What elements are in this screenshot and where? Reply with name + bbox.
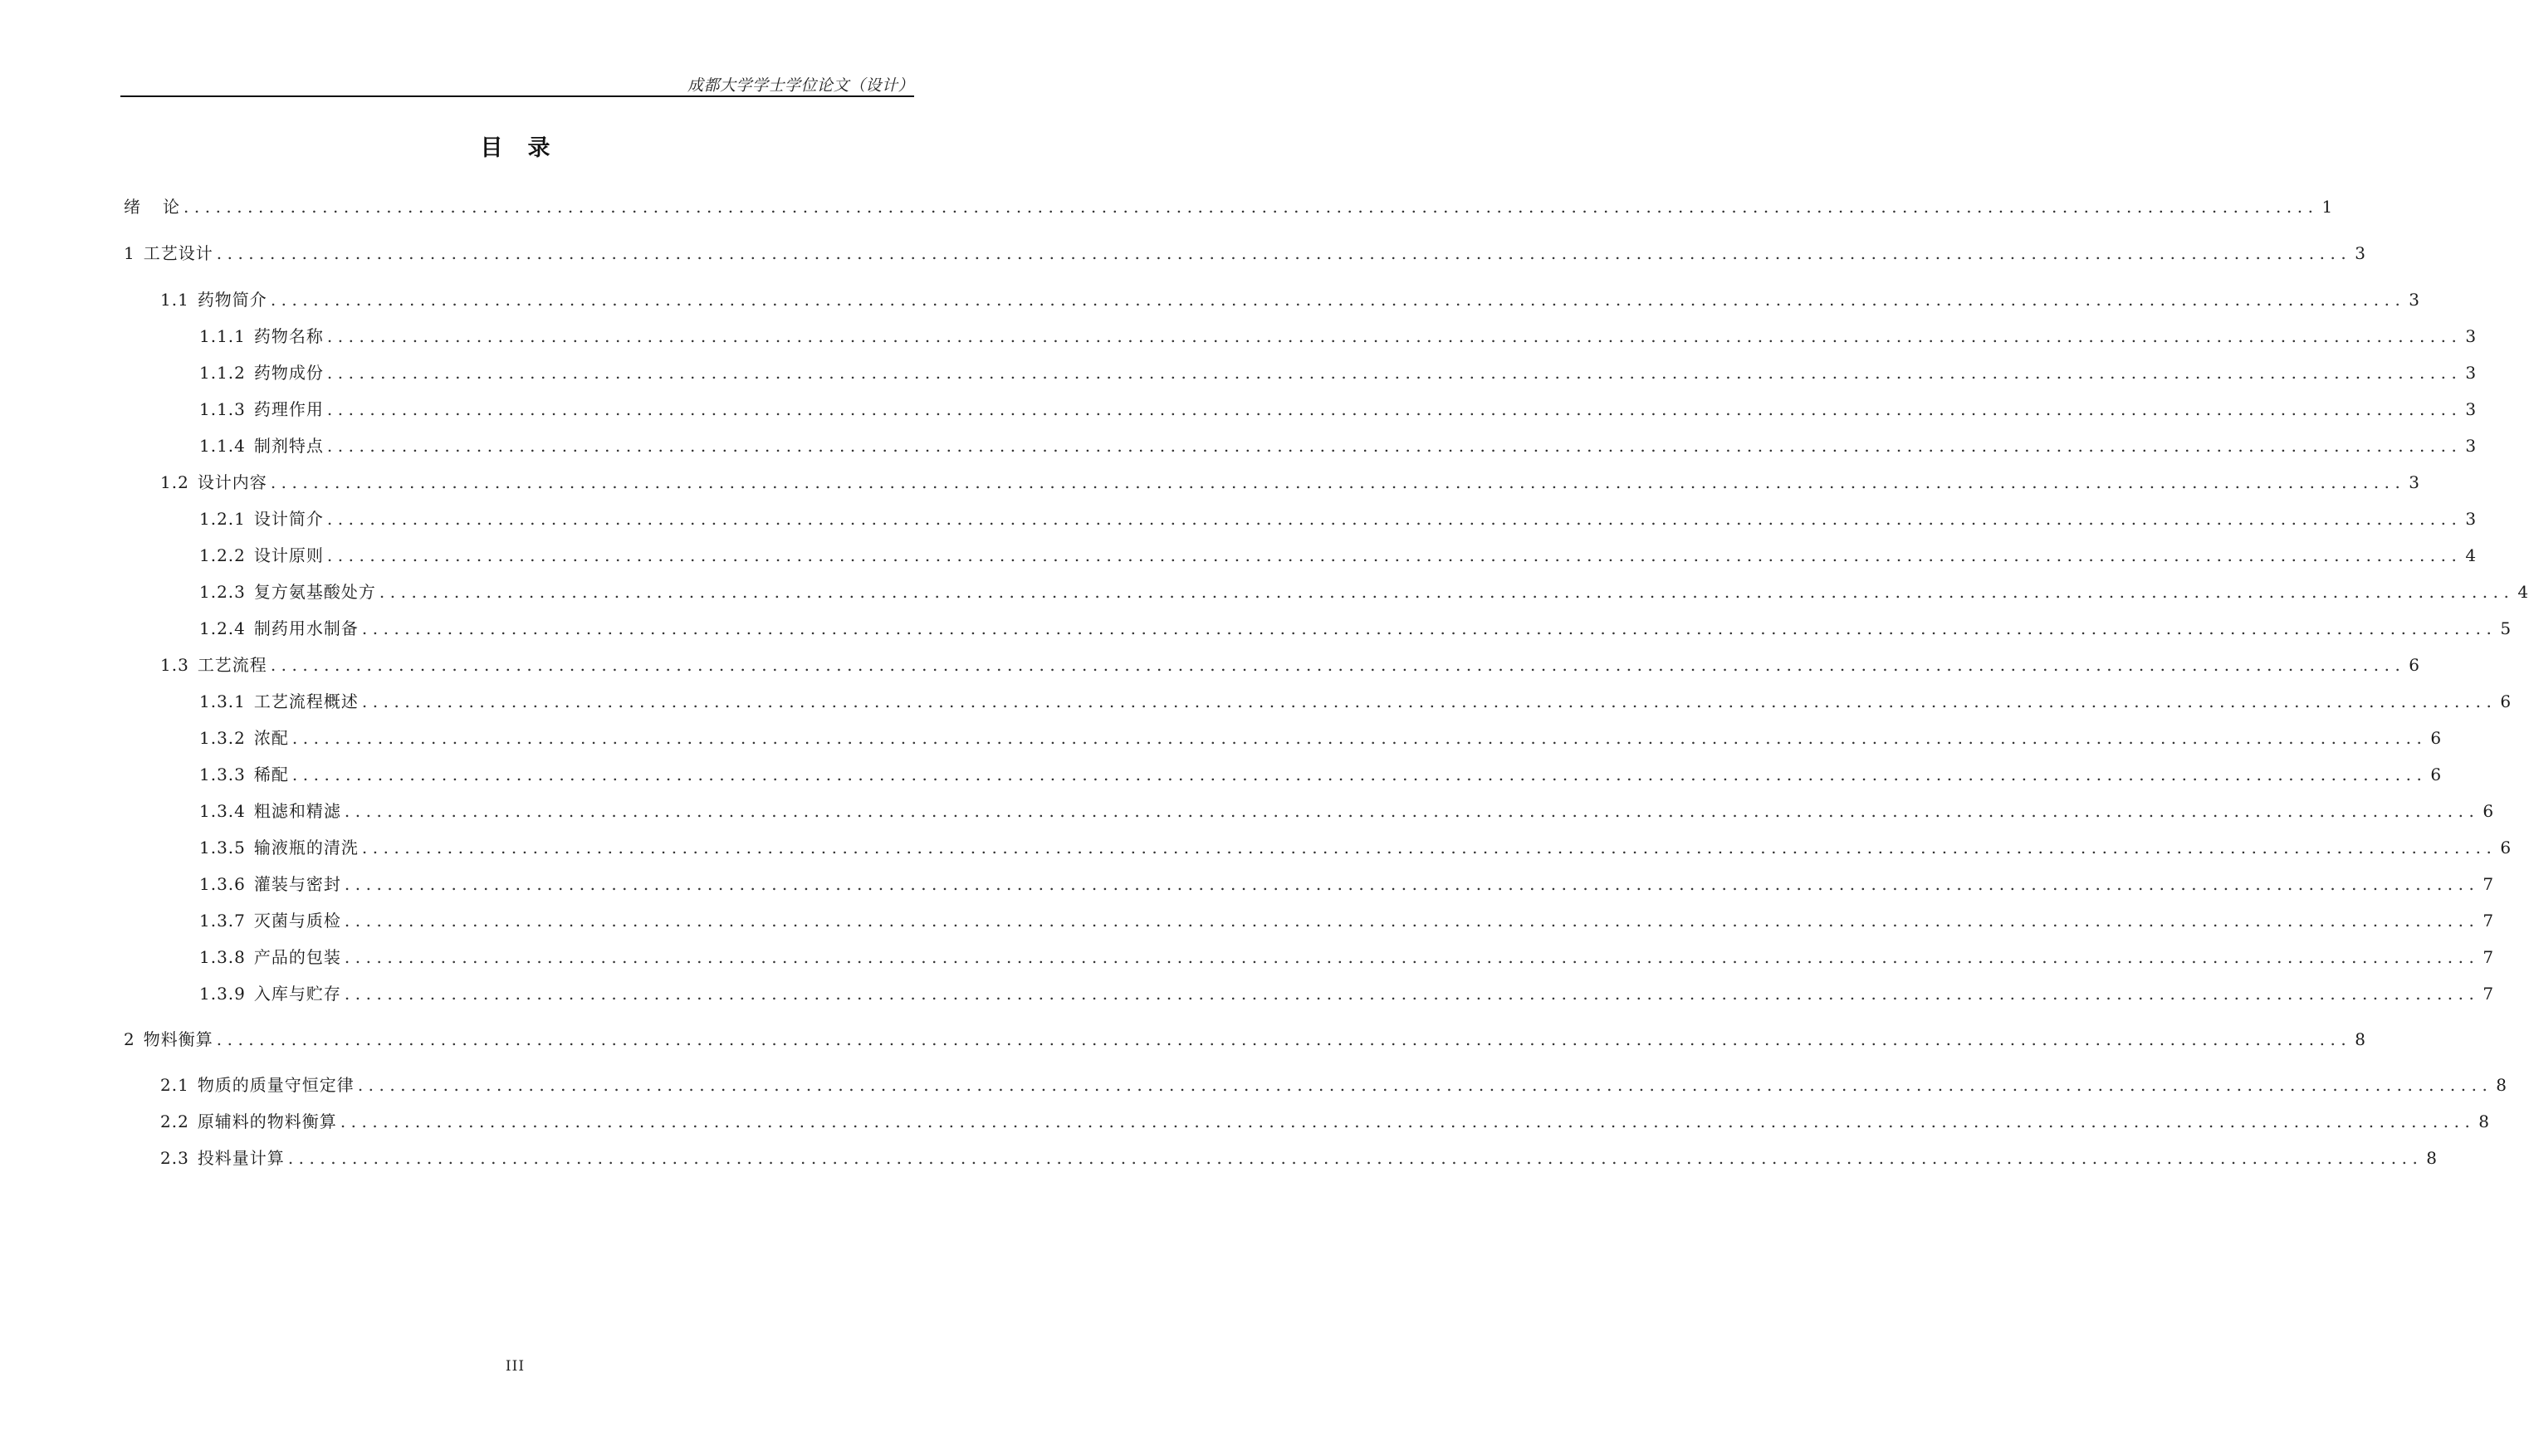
toc-leader-dots: ........................................................................................................................................................................................................ xyxy=(326,545,2463,565)
toc-entry-number: 1.1.1 xyxy=(199,326,246,346)
toc-entry-title: 原辅料的物料衡算 xyxy=(197,1112,337,1131)
toc-leader-dots: ........................................................................................................................................................................................................ xyxy=(291,728,2428,748)
toc-leader-dots: ........................................................................................................................................................................................................ xyxy=(344,874,2480,894)
toc-entry-title: 药物简介 xyxy=(197,290,267,310)
toc-entry[interactable] xyxy=(0,194,2334,219)
toc-entry[interactable] xyxy=(0,1027,2366,1052)
toc-entry-title: 复方氨基酸处方 xyxy=(253,582,376,602)
toc-entry[interactable] xyxy=(0,360,2478,385)
toc-entry-title: 制药用水制备 xyxy=(253,618,359,638)
toc-entry-label xyxy=(124,241,213,266)
toc-leader-dots: ........................................................................................................................................................................................................ xyxy=(326,399,2463,419)
toc-entry-page: 6 xyxy=(2500,838,2512,857)
toc-entry-page: 7 xyxy=(2483,874,2495,894)
page-number: III xyxy=(505,1358,526,1375)
toc-leader-dots: ........................................................................................................................................................................................................ xyxy=(326,326,2463,346)
toc-entry-page: 3 xyxy=(2465,436,2478,456)
toc-entry-title: 物质的质量守恒定律 xyxy=(197,1075,355,1095)
toc-entry-number: 2.2 xyxy=(160,1112,189,1131)
toc-entry-title: 输液瓶的清洗 xyxy=(253,838,359,857)
toc-leader-dots: ........................................................................................................................................................................................................ xyxy=(357,1075,2493,1095)
toc-entry[interactable] xyxy=(0,397,2478,422)
toc-entry-label xyxy=(199,762,289,787)
toc-entry-page: 7 xyxy=(2483,984,2495,1004)
toc-title-char-2: 录 xyxy=(527,135,550,161)
toc-leader-dots: ........................................................................................................................................................................................................ xyxy=(270,290,2406,310)
toc-entry-label xyxy=(160,652,267,677)
toc-entry-number: 1.3.9 xyxy=(199,984,246,1004)
toc-entry[interactable] xyxy=(0,324,2478,349)
toc-entry-number: 1.2 xyxy=(160,472,189,492)
toc-leader-dots: ........................................................................................................................................................................................................ xyxy=(326,436,2463,456)
toc-entry-page: 4 xyxy=(2465,545,2478,565)
toc-entry-title: 浓配 xyxy=(253,728,289,748)
toc-leader-dots: ........................................................................................................................................................................................................ xyxy=(344,947,2480,967)
header-rule xyxy=(120,95,914,97)
toc-leader-dots: ........................................................................................................................................................................................................ xyxy=(344,911,2480,931)
toc-entry-label xyxy=(160,287,267,312)
toc-entry-number: 1.2.4 xyxy=(199,618,246,638)
toc-leader-dots: ........................................................................................................................................................................................................ xyxy=(361,838,2497,857)
toc-entry[interactable] xyxy=(0,543,2478,568)
toc-entry-title: 论 xyxy=(163,197,180,217)
toc-entry-page: 6 xyxy=(2430,765,2443,784)
toc-entry-page: 6 xyxy=(2409,655,2421,675)
toc-entry-label xyxy=(199,433,324,458)
toc-leader-dots: ........................................................................................................................................................................................................ xyxy=(344,984,2480,1004)
toc-entry-number: 1.3.2 xyxy=(199,728,246,748)
toc-entry-number: 2 xyxy=(124,1029,135,1049)
toc-title xyxy=(0,129,1030,162)
toc-entry-page: 6 xyxy=(2483,801,2495,821)
toc-entry-label xyxy=(199,835,359,860)
toc-entry-title: 物料衡算 xyxy=(143,1029,213,1049)
toc-entry[interactable] xyxy=(0,945,2495,970)
toc-entry-page: 7 xyxy=(2483,947,2495,967)
toc-entry[interactable] xyxy=(0,470,2421,495)
toc-entry-label xyxy=(199,799,341,823)
toc-entry-number: 1 xyxy=(124,243,135,263)
toc-entry-page: 8 xyxy=(2426,1148,2439,1168)
toc-entry-page: 6 xyxy=(2500,691,2512,711)
toc-entry-label xyxy=(199,506,324,531)
toc-leader-dots: ........................................................................................................................................................................................................ xyxy=(270,655,2406,675)
toc-entry-label xyxy=(199,908,341,933)
toc-entry-number: 1.1.4 xyxy=(199,436,246,456)
toc-entry[interactable] xyxy=(0,652,2421,677)
toc-entry-title: 药物名称 xyxy=(253,326,324,346)
toc-entry-page: 3 xyxy=(2409,472,2421,492)
toc-entry-label xyxy=(199,579,376,604)
toc-entry-number: 1.1.3 xyxy=(199,399,246,419)
toc-entry-title: 工艺设计 xyxy=(143,243,213,263)
toc-leader-dots: ........................................................................................................................................................................................................ xyxy=(361,691,2497,711)
toc-entry-page: 8 xyxy=(2496,1075,2508,1095)
toc-entry-page: 5 xyxy=(2500,618,2512,638)
toc-leader-dots: ........................................................................................................................................................................................................ xyxy=(291,765,2428,784)
toc-entry-label xyxy=(160,1109,337,1134)
toc-entry-number: 1.1 xyxy=(160,290,189,310)
toc-entry-page: 3 xyxy=(2465,326,2478,346)
toc-title-char-1: 目 xyxy=(480,135,503,161)
toc-entry-title: 设计简介 xyxy=(253,509,324,529)
toc-entry-page: 3 xyxy=(2355,243,2366,263)
toc-entry-title: 药物成份 xyxy=(253,363,324,383)
toc-entry[interactable] xyxy=(0,726,2443,750)
toc-entry-number: 1.3.1 xyxy=(199,691,246,711)
toc-entry-number: 1.3.8 xyxy=(199,947,246,967)
toc-entry-title: 设计内容 xyxy=(197,472,267,492)
toc-entry[interactable] xyxy=(0,799,2495,823)
toc-entry-page: 3 xyxy=(2465,399,2478,419)
running-header: 成都大学学士学位论文（设计） xyxy=(687,76,914,95)
toc-entry[interactable] xyxy=(0,908,2495,933)
toc-leader-dots: ........................................................................................................................................................................................................ xyxy=(344,801,2480,821)
toc-leader-dots: ........................................................................................................................................................................................................ xyxy=(270,472,2406,492)
toc-entry-title: 制剂特点 xyxy=(253,436,324,456)
toc-entry[interactable] xyxy=(0,1109,2491,1134)
toc-leader-dots: ........................................................................................................................................................................................................ xyxy=(216,243,2352,263)
toc-entry[interactable] xyxy=(0,835,2512,860)
toc-entry-number: 绪 xyxy=(124,197,141,217)
toc-entry-page: 3 xyxy=(2465,363,2478,383)
toc-entry-title: 粗滤和精滤 xyxy=(253,801,341,821)
toc-entry-label xyxy=(160,1146,285,1170)
toc-entry[interactable] xyxy=(0,433,2478,458)
toc-entry-page: 4 xyxy=(2517,582,2529,602)
toc-entry[interactable] xyxy=(0,579,2529,604)
toc-entry-title: 稀配 xyxy=(253,765,289,784)
toc-entry[interactable] xyxy=(0,689,2512,714)
toc-entry-label xyxy=(199,981,341,1006)
toc-entry-label xyxy=(199,726,289,750)
toc-entry[interactable] xyxy=(0,506,2478,531)
toc-entry-label xyxy=(199,689,359,714)
toc-entry-title: 产品的包装 xyxy=(253,947,341,967)
toc-entry-page: 8 xyxy=(2478,1112,2491,1131)
toc-entry[interactable] xyxy=(0,241,2366,266)
toc-leader-dots: ........................................................................................................................................................................................................ xyxy=(183,197,2319,217)
toc-entry-number: 1.3.3 xyxy=(199,765,246,784)
toc-entry-title: 灭菌与质检 xyxy=(253,911,341,931)
toc-entry-title: 工艺流程 xyxy=(197,655,267,675)
toc-entry-label xyxy=(199,360,324,385)
toc-leader-dots: ........................................................................................................................................................................................................ xyxy=(216,1029,2352,1049)
toc-entry-number: 1.3 xyxy=(160,655,189,675)
toc-entry-label xyxy=(160,470,267,495)
toc-entry-title: 工艺流程概述 xyxy=(253,691,359,711)
toc-entry[interactable] xyxy=(0,981,2495,1006)
toc-entry-label xyxy=(199,324,324,349)
toc-leader-dots: ........................................................................................................................................................................................................ xyxy=(361,618,2497,638)
toc-entry-label xyxy=(199,872,341,897)
toc-entry-label xyxy=(199,945,341,970)
toc-entry-title: 药理作用 xyxy=(253,399,324,419)
toc-entry-label xyxy=(160,1072,355,1097)
toc-entry-page: 3 xyxy=(2409,290,2421,310)
toc-entry-title: 入库与贮存 xyxy=(253,984,341,1004)
toc-entry-number: 1.2.2 xyxy=(199,545,246,565)
toc-leader-dots: ........................................................................................................................................................................................................ xyxy=(326,509,2463,529)
toc-entry[interactable] xyxy=(0,872,2495,897)
toc-entry-page: 7 xyxy=(2483,911,2495,931)
toc-entry-number: 1.2.1 xyxy=(199,509,246,529)
toc-entry-page: 6 xyxy=(2430,728,2443,748)
toc-entry-title: 设计原则 xyxy=(253,545,324,565)
toc-entry-number: 1.3.5 xyxy=(199,838,246,857)
toc-leader-dots: ........................................................................................................................................................................................................ xyxy=(379,582,2515,602)
toc-leader-dots: ........................................................................................................................................................................................................ xyxy=(287,1148,2424,1168)
toc-entry-label xyxy=(199,543,324,568)
toc-entry-page: 8 xyxy=(2355,1029,2366,1049)
toc-entry-number: 1.3.4 xyxy=(199,801,246,821)
toc-entry[interactable] xyxy=(0,616,2512,641)
toc-entry-number: 2.1 xyxy=(160,1075,189,1095)
toc-entry-number: 1.1.2 xyxy=(199,363,246,383)
toc-entry[interactable] xyxy=(0,762,2443,787)
toc-entry-number: 1.2.3 xyxy=(199,582,246,602)
toc-entry-label xyxy=(124,1027,213,1052)
toc-entry-page: 3 xyxy=(2465,509,2478,529)
toc-entry-number: 1.3.7 xyxy=(199,911,246,931)
toc-entry-number: 1.3.6 xyxy=(199,874,246,894)
toc-entry-label xyxy=(124,194,180,219)
toc-entry-label xyxy=(199,616,359,641)
toc-entry-title: 投料量计算 xyxy=(197,1148,285,1168)
toc-entry-page: 1 xyxy=(2321,197,2334,217)
toc-entry-number: 2.3 xyxy=(160,1148,189,1168)
toc-leader-dots: ........................................................................................................................................................................................................ xyxy=(340,1112,2476,1131)
toc-entry-label xyxy=(199,397,324,422)
toc-leader-dots: ........................................................................................................................................................................................................ xyxy=(326,363,2463,383)
toc-entry-title: 灌装与密封 xyxy=(253,874,341,894)
toc-entry[interactable] xyxy=(0,1146,2439,1170)
toc-entry[interactable] xyxy=(0,1072,2508,1097)
toc-entry[interactable] xyxy=(0,287,2421,312)
